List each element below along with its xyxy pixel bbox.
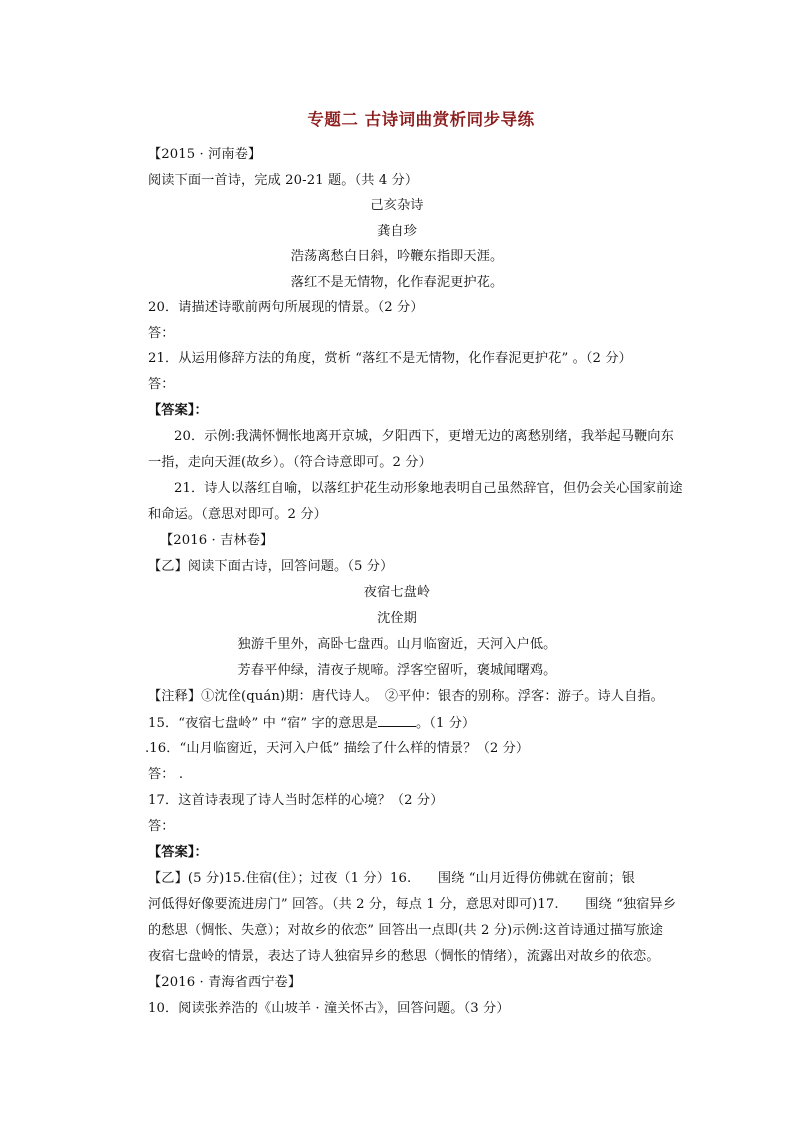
reading-instruction: 【乙】阅读下面古诗，回答问题。（5 分） xyxy=(148,559,394,574)
answer-text: 的愁思（惆怅、失意）；对故乡的依恋” 回答出一点即(共 2 分)示例:这首诗通过描写旅途 xyxy=(148,923,663,938)
answer-prompt: 答： . xyxy=(148,767,184,782)
question-15 xyxy=(148,714,475,733)
answer-text: 和命运。（意思对即可。2 分） xyxy=(148,507,327,522)
answer-text: 河低得好像要流进房门” 回答。（共 2 分，每点 1 分，意思对即可)17. 围绕 “独宿异乡 xyxy=(148,897,677,912)
poem-author: 沈佺期 xyxy=(377,611,417,626)
poem-author: 龚自珍 xyxy=(377,224,417,239)
poem-line: 浩荡离愁白日斜，吟鞭东指即天涯。 xyxy=(290,249,504,264)
answer-text: 一指，走向天涯(故乡）。（符合诗意即可。2 分） xyxy=(148,455,432,470)
poem-title: 夜宿七盘岭 xyxy=(363,585,431,600)
annotation-note: 【注释】①沈佺(quán)期：唐代诗人。 ②平仲：银杏的别称。浮客：游子。诗人自指。 xyxy=(148,689,664,704)
source-label-2016-xining: 【2016 · 青海省西宁卷】 xyxy=(148,975,302,990)
question-15-text: 15．“夜宿七盘岭” 中 “宿” 字的意思是 xyxy=(148,716,378,731)
question-10: 10．阅读张养浩的《山坡羊 · 潼关怀古》，回答问题。（3 分） xyxy=(148,1001,510,1016)
poem-title: 己亥杂诗 xyxy=(370,198,424,213)
source-label-2015-henan: 【2015 · 河南卷】 xyxy=(148,147,262,162)
answer-blank xyxy=(378,714,416,727)
question-17: 17．这首诗表现了诗人当时怎样的心境？（2 分） xyxy=(148,793,444,808)
poem-line: 落红不是无情物，化作春泥更护花。 xyxy=(290,275,504,290)
question-20: 20．请描述诗歌前两句所展现的情景。（2 分） xyxy=(148,300,424,315)
answer-heading: 【答案】： xyxy=(148,403,208,418)
answer-text: 20．示例:我满怀惆怅地离开京城，夕阳西下，更增无边的离愁别绪，我举起马鞭向东 xyxy=(174,429,674,444)
question-15-score: 。（1 分） xyxy=(415,716,476,731)
answer-text: 21．诗人以落红自喻，以落红护花生动形象地表明自己虽然辞官，但仍会关心国家前途 xyxy=(174,481,683,496)
answer-prompt: 答： xyxy=(148,819,175,834)
answer-text: 【乙】(5 分)15.住宿(住）；过夜（1 分）16. 围绕 “山月近得仿佛就在窗前；银 xyxy=(148,871,635,886)
answer-prompt: 答： xyxy=(148,326,175,341)
reading-instruction: 阅读下面一首诗，完成 20-21 题。（共 4 分） xyxy=(148,173,419,188)
answer-prompt: 答： xyxy=(148,377,175,392)
source-label-2016-jilin: 【2016 · 吉林卷】 xyxy=(160,533,274,548)
answer-heading: 【答案】： xyxy=(148,845,208,860)
answer-text: 夜宿七盘岭的情景，表达了诗人独宿异乡的愁思（惆怅的情绪），流露出对故乡的依恋。 xyxy=(148,949,660,964)
poem-line: 芳春平仲绿，清夜子规啼。浮客空留听，褒城闻曙鸡。 xyxy=(237,663,557,678)
question-16: .16．“山月临窗近，天河入户低” 描绘了什么样的情景？（2 分） xyxy=(145,741,530,756)
poem-line: 独游千里外，高卧七盘西。山月临窗近，天河入户低。 xyxy=(237,637,557,652)
question-21: 21．从运用修辞方法的角度，赏析 “落红不是无情物，化作春泥更护花” 。（2 分） xyxy=(148,351,632,366)
page-title: 专题二 古诗词曲赏析同步导练 xyxy=(307,110,535,129)
